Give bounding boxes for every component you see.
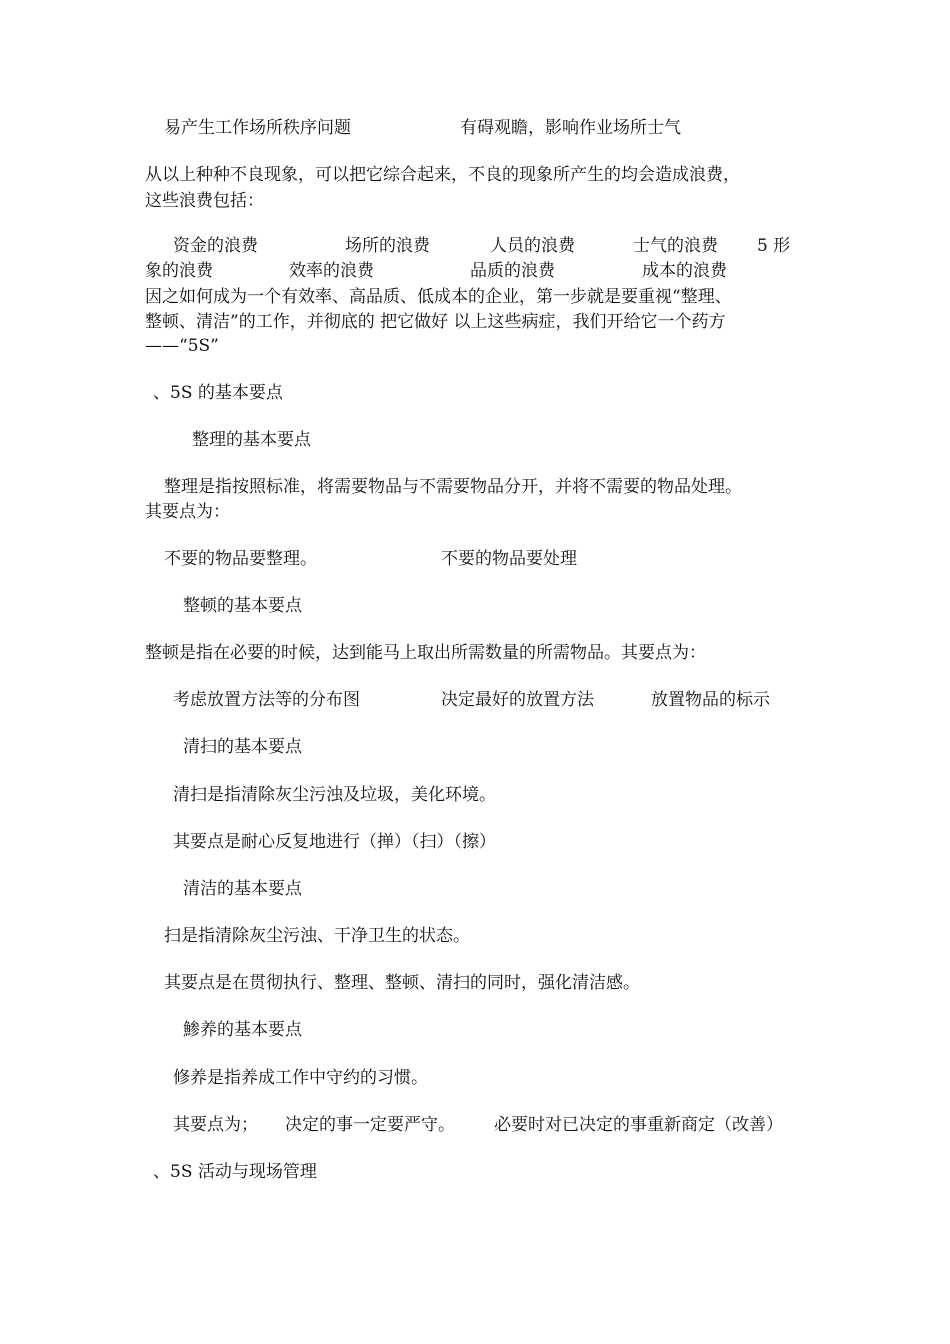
waste-item: 资金的浪费 — [173, 236, 258, 256]
seiso-points: 其要点是耐心反复地进行（掸）（扫）（擦） — [173, 832, 496, 852]
section-title-5s-basics: 、5S 的基本要点 — [153, 383, 283, 403]
seiketsu-points: 其要点是在贯彻执行、整理、整顿、清扫的同时，强化清洁感。 — [164, 973, 640, 993]
shitsuke-point: 决定的事一定要严守。 — [285, 1115, 455, 1135]
conclusion-line-2: 整顿、清洁”的工作，并彻底的 把它做好 以上这些病症，我们开给它一个药方 — [145, 312, 726, 332]
conclusion-line-1: 因之如何成为一个有效率、高品质、低成本的企业，第一步就是要重视“整理、 — [145, 287, 732, 307]
waste-item: 人员的浪费 — [490, 236, 575, 256]
seiton-point: 考虑放置方法等的分布图 — [173, 690, 360, 710]
problem-text-2: 有碍观瞻，影响作业场所士气 — [460, 118, 681, 138]
seiso-description: 清扫是指清除灰尘污浊及垃圾，美化环境。 — [173, 785, 496, 805]
section-title-5s-activities: 、5S 活动与现场管理 — [153, 1162, 317, 1182]
seiri-heading: 整理的基本要点 — [192, 430, 311, 450]
shitsuke-heading: 鯵养的基本要点 — [183, 1020, 302, 1040]
problem-text-1: 易产生工作场所秩序问题 — [164, 118, 351, 138]
waste-item: 5 形 — [757, 236, 791, 256]
waste-item: 效率的浪费 — [289, 261, 374, 281]
conclusion-line-3: ——“5S” — [145, 336, 219, 356]
seiton-point: 决定最好的放置方法 — [441, 690, 594, 710]
intro-line-2: 这些浪费包括： — [145, 191, 264, 211]
seiri-point: 不要的物品要整理。 — [164, 549, 317, 569]
waste-item: 士气的浪费 — [633, 236, 718, 256]
shitsuke-point: 必要时对已决定的事重新商定（改善） — [494, 1115, 783, 1135]
waste-item: 品质的浪费 — [470, 261, 555, 281]
seiri-points-label: 其要点为： — [145, 502, 230, 522]
waste-item: 象的浪费 — [145, 261, 213, 281]
shitsuke-points-label: 其要点为； — [173, 1115, 258, 1135]
seiso-heading: 清扫的基本要点 — [183, 737, 302, 757]
seiton-point: 放置物品的标示 — [651, 690, 770, 710]
waste-item: 场所的浪费 — [345, 236, 430, 256]
shitsuke-description: 修养是指养成工作中守约的习惯。 — [173, 1068, 428, 1088]
waste-item: 成本的浪费 — [642, 261, 727, 281]
seiton-heading: 整顿的基本要点 — [183, 596, 302, 616]
intro-line-1: 从以上种种不良现象，可以把它综合起来，不良的现象所产生的均会造成浪费， — [145, 165, 740, 185]
seiketsu-heading: 清洁的基本要点 — [183, 879, 302, 899]
seiketsu-description: 扫是指清除灰尘污浊、干净卫生的状态。 — [164, 926, 470, 946]
seiri-point: 不要的物品要处理 — [441, 549, 577, 569]
seiri-description: 整理是指按照标准，将需要物品与不需要物品分开，并将不需要的物品处理。 — [164, 477, 742, 497]
seiton-description: 整顿是指在必要的时候，达到能马上取出所需数量的所需物品。其要点为： — [145, 643, 706, 663]
